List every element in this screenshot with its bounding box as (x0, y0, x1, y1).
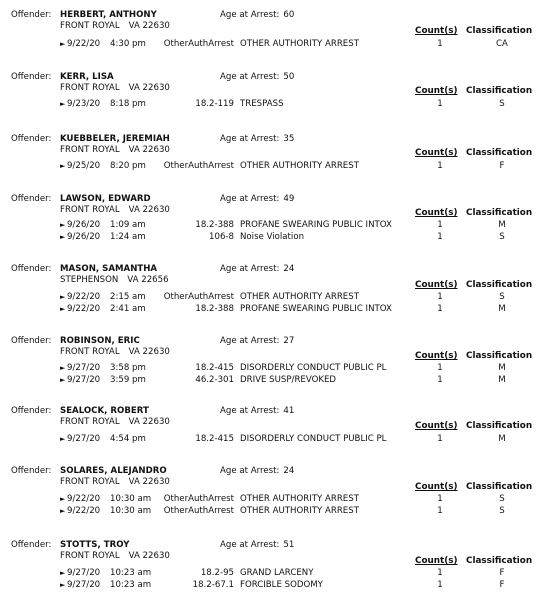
arrow-icon: ► (60, 233, 66, 241)
age-label: Age at Arrest: (220, 264, 280, 274)
charge-time: 8:20 pm (110, 161, 146, 171)
charge-description: PROFANE SWEARING PUBLIC INTOX (240, 220, 392, 230)
charge-code: OtherAuthArrest (163, 494, 234, 504)
offender-address (60, 417, 170, 427)
charge-code: OtherAuthArrest (163, 39, 234, 49)
address-state-zip: VA 22630 (128, 205, 170, 215)
offender-name: SOLARES, ALEJANDRO (60, 466, 167, 476)
arrow-icon: ► (60, 40, 66, 48)
charge-description: TRESPASS (240, 99, 284, 109)
counts-header: Count(s) (415, 280, 458, 290)
charge-count: 1 (437, 232, 443, 242)
charge-date: 9/27/20 (67, 434, 101, 444)
charge-count: 1 (437, 375, 443, 385)
charge-count: 1 (437, 220, 443, 230)
charge-classification: S (499, 494, 505, 504)
charge-count: 1 (437, 304, 443, 314)
address-state-zip: VA 22630 (128, 551, 170, 561)
charge-date: 9/27/20 (67, 375, 101, 385)
charge-description: Noise Violation (240, 232, 305, 242)
charge-date: 9/27/20 (67, 580, 101, 590)
charge-date: 9/26/20 (67, 232, 101, 242)
address-state-zip: VA 22630 (128, 417, 170, 427)
charge-time: 10:23 am (110, 580, 152, 590)
age-label: Age at Arrest: (220, 466, 280, 476)
age-value: 24 (283, 466, 295, 476)
arrow-icon: ► (60, 100, 66, 108)
counts-header: Count(s) (415, 86, 458, 96)
charge-count: 1 (437, 292, 443, 302)
counts-header: Count(s) (415, 421, 458, 431)
charge-time: 2:41 am (110, 304, 146, 314)
age-at-arrest (220, 466, 294, 476)
charge-date: 9/22/20 (67, 506, 101, 516)
charge-time: 2:15 am (110, 292, 146, 302)
arrow-icon: ► (60, 162, 66, 170)
address-city: FRONT ROYAL (60, 145, 120, 155)
charge-count: 1 (437, 99, 443, 109)
charge-date: 9/25/20 (67, 161, 101, 171)
offender-name: SEALOCK, ROBERT (60, 406, 149, 416)
arrow-icon: ► (60, 507, 66, 515)
arrow-icon: ► (60, 364, 66, 372)
charge-time: 10:30 am (110, 506, 152, 516)
age-at-arrest (220, 194, 294, 204)
charge-code: 18.2-95 (200, 568, 234, 578)
classification-header: Classification (466, 148, 533, 158)
offender-label: Offender: (11, 466, 52, 476)
age-value: 24 (283, 264, 295, 274)
arrow-icon: ► (60, 495, 66, 503)
age-value: 50 (283, 72, 295, 82)
age-value: 27 (283, 336, 295, 346)
offender-label: Offender: (11, 264, 52, 274)
charge-code: 106-8 (209, 232, 234, 242)
charge-classification: M (498, 363, 506, 373)
offender-label: Offender: (11, 194, 52, 204)
charge-description: FORCIBLE SODOMY (240, 580, 323, 590)
charge-count: 1 (437, 506, 443, 516)
age-label: Age at Arrest: (220, 72, 280, 82)
address-state-zip: VA 22630 (128, 347, 170, 357)
charge-time: 8:18 pm (110, 99, 146, 109)
age-at-arrest (220, 264, 294, 274)
charge-description: DISORDERLY CONDUCT PUBLIC PL (240, 363, 387, 373)
age-value: 49 (283, 194, 295, 204)
offender-address (60, 145, 170, 155)
charge-count: 1 (437, 568, 443, 578)
address-city: FRONT ROYAL (60, 21, 120, 31)
address-state-zip: VA 22630 (128, 83, 170, 93)
counts-header: Count(s) (415, 482, 458, 492)
charge-date: 9/23/20 (67, 99, 101, 109)
charge-description: OTHER AUTHORITY ARREST (240, 506, 359, 516)
arrow-icon: ► (60, 376, 66, 384)
charge-code: 18.2-388 (195, 304, 234, 314)
offender-label: Offender: (11, 540, 52, 550)
age-label: Age at Arrest: (220, 10, 280, 20)
charge-code: 18.2-119 (195, 99, 234, 109)
arrow-icon: ► (60, 305, 66, 313)
charge-date: 9/26/20 (67, 220, 101, 230)
offender-label: Offender: (11, 406, 52, 416)
arrow-icon: ► (60, 435, 66, 443)
charge-classification: M (498, 220, 506, 230)
classification-header: Classification (466, 86, 533, 96)
classification-header: Classification (466, 208, 533, 218)
charge-classification: S (499, 292, 505, 302)
age-value: 35 (283, 134, 295, 144)
charge-time: 3:59 pm (110, 375, 146, 385)
address-state-zip: VA 22630 (128, 145, 170, 155)
classification-header: Classification (466, 421, 533, 431)
charge-description: DRIVE SUSP/REVOKED (240, 375, 337, 385)
arrow-icon: ► (60, 581, 66, 589)
age-at-arrest (220, 336, 294, 346)
classification-header: Classification (466, 556, 533, 566)
charge-classification: S (499, 99, 505, 109)
charge-time: 4:54 pm (110, 434, 146, 444)
offender-name: LAWSON, EDWARD (60, 194, 151, 204)
charge-description: PROFANE SWEARING PUBLIC INTOX (240, 304, 392, 314)
age-value: 51 (283, 540, 295, 550)
age-label: Age at Arrest: (220, 194, 280, 204)
offender-address (60, 205, 170, 215)
charge-description: OTHER AUTHORITY ARREST (240, 292, 359, 302)
offender-address (60, 275, 169, 285)
counts-header: Count(s) (415, 351, 458, 361)
address-state-zip: VA 22630 (128, 477, 170, 487)
offender-label: Offender: (11, 72, 52, 82)
charge-code: 18.2-415 (195, 363, 234, 373)
charge-description: OTHER AUTHORITY ARREST (240, 161, 359, 171)
offender-name: MASON, SAMANTHA (60, 264, 158, 274)
charge-code: OtherAuthArrest (163, 292, 234, 302)
offender-name: ROBINSON, ERIC (60, 336, 140, 346)
address-state-zip: VA 22656 (127, 275, 169, 285)
arrow-icon: ► (60, 293, 66, 301)
offender-label: Offender: (11, 336, 52, 346)
address-state-zip: VA 22630 (128, 21, 170, 31)
age-label: Age at Arrest: (220, 134, 280, 144)
charge-classification: M (498, 375, 506, 385)
classification-header: Classification (466, 280, 533, 290)
address-city: STEPHENSON (60, 275, 119, 285)
age-label: Age at Arrest: (220, 336, 280, 346)
counts-header: Count(s) (415, 556, 458, 566)
charge-time: 1:24 am (110, 232, 146, 242)
age-at-arrest (220, 10, 294, 20)
address-city: FRONT ROYAL (60, 417, 120, 427)
charge-date: 9/27/20 (67, 363, 101, 373)
charge-classification: F (499, 568, 505, 578)
offender-name: KUEBBELER, JEREMIAH (60, 134, 170, 144)
charge-code: OtherAuthArrest (163, 506, 234, 516)
charge-code: OtherAuthArrest (163, 161, 234, 171)
offender-label: Offender: (11, 10, 52, 20)
charge-date: 9/22/20 (67, 494, 101, 504)
charge-date: 9/22/20 (67, 304, 101, 314)
classification-header: Classification (466, 26, 533, 36)
classification-header: Classification (466, 351, 533, 361)
charge-description: DISORDERLY CONDUCT PUBLIC PL (240, 434, 387, 444)
charge-date: 9/22/20 (67, 39, 101, 49)
age-value: 60 (283, 10, 295, 20)
charge-classification: M (498, 434, 506, 444)
offender-address (60, 21, 170, 31)
age-at-arrest (220, 540, 294, 550)
offender-name: KERR, LISA (60, 72, 114, 82)
charge-code: 18.2-67.1 (192, 580, 234, 590)
arrow-icon: ► (60, 569, 66, 577)
offender-address (60, 477, 170, 487)
arrow-icon: ► (60, 221, 66, 229)
charge-classification: F (499, 580, 505, 590)
charge-count: 1 (437, 39, 443, 49)
charge-time: 4:30 pm (110, 39, 146, 49)
charge-code: 18.2-388 (195, 220, 234, 230)
offender-label: Offender: (11, 134, 52, 144)
offender-name: STOTTS, TROY (60, 540, 130, 550)
offender-address (60, 551, 170, 561)
address-city: FRONT ROYAL (60, 551, 120, 561)
age-at-arrest (220, 72, 294, 82)
age-label: Age at Arrest: (220, 540, 280, 550)
charge-count: 1 (437, 434, 443, 444)
charge-count: 1 (437, 580, 443, 590)
offender-address (60, 347, 170, 357)
age-at-arrest (220, 134, 294, 144)
counts-header: Count(s) (415, 26, 458, 36)
charge-classification: CA (496, 39, 508, 49)
charge-code: 46.2-301 (195, 375, 234, 385)
charge-description: OTHER AUTHORITY ARREST (240, 39, 359, 49)
charge-time: 1:09 am (110, 220, 146, 230)
charge-time: 3:58 pm (110, 363, 146, 373)
charge-classification: S (499, 506, 505, 516)
charge-count: 1 (437, 161, 443, 171)
charge-description: OTHER AUTHORITY ARREST (240, 494, 359, 504)
address-city: FRONT ROYAL (60, 205, 120, 215)
charge-time: 10:23 am (110, 568, 152, 578)
age-label: Age at Arrest: (220, 406, 280, 416)
charge-classification: S (499, 232, 505, 242)
offender-name: HERBERT, ANTHONY (60, 10, 157, 20)
address-city: FRONT ROYAL (60, 83, 120, 93)
charge-description: GRAND LARCENY (240, 568, 314, 578)
charge-classification: M (498, 304, 506, 314)
charge-time: 10:30 am (110, 494, 152, 504)
age-value: 41 (283, 406, 295, 416)
counts-header: Count(s) (415, 208, 458, 218)
charge-count: 1 (437, 363, 443, 373)
counts-header: Count(s) (415, 148, 458, 158)
charge-date: 9/22/20 (67, 292, 101, 302)
charge-count: 1 (437, 494, 443, 504)
charge-date: 9/27/20 (67, 568, 101, 578)
offender-address (60, 83, 170, 93)
charge-code: 18.2-415 (195, 434, 234, 444)
charge-classification: F (499, 161, 505, 171)
address-city: FRONT ROYAL (60, 347, 120, 357)
classification-header: Classification (466, 482, 533, 492)
address-city: FRONT ROYAL (60, 477, 120, 487)
age-at-arrest (220, 406, 294, 416)
